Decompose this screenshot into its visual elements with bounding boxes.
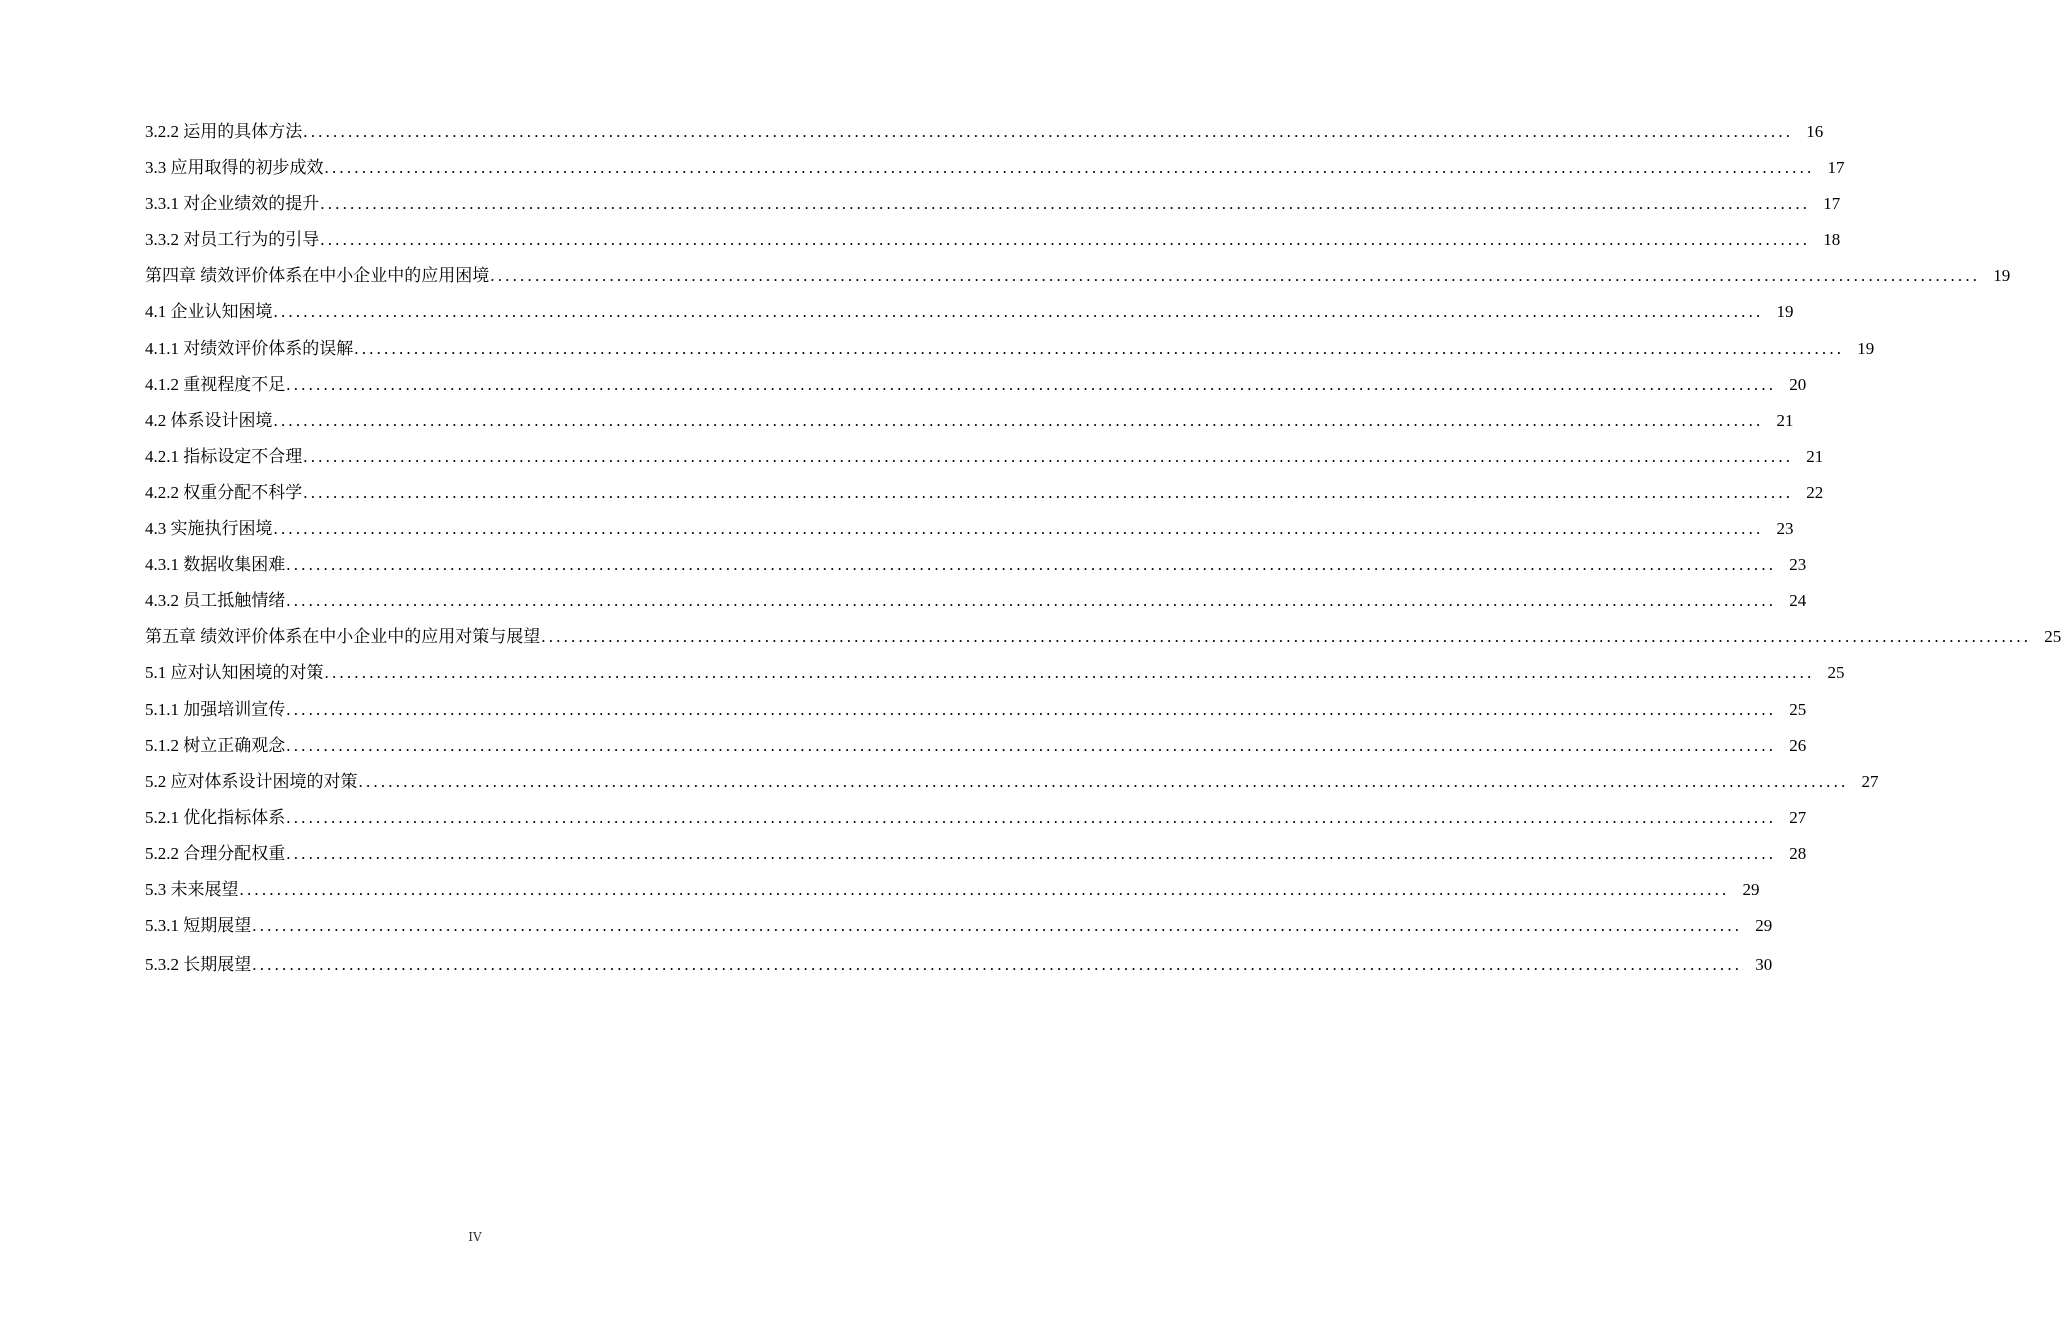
toc-entry[interactable] (145, 655, 1845, 691)
toc-leader-dots: ........................................................................................................................................................................................................ (320, 194, 1811, 214)
toc-entry-page: 20 (1789, 374, 1807, 394)
toc-entry-label: 第四章 绩效评价体系在中小企业中的应用困境 (145, 266, 490, 286)
toc-entry-label: 5.2.2 合理分配权重 (145, 843, 286, 863)
toc-entry-page: 24 (1789, 591, 1807, 611)
toc-entry-label: 5.2.1 优化指标体系 (145, 807, 286, 827)
toc-entry[interactable] (145, 947, 1773, 983)
toc-leader-dots: ........................................................................................................................................................................................................ (286, 591, 1777, 611)
toc-entry[interactable] (145, 547, 1807, 583)
toc-entry-label: 5.1.2 树立正确观念 (145, 735, 286, 755)
toc-entry-label: 5.3.2 长期展望 (145, 955, 252, 975)
toc-entry[interactable] (145, 872, 1760, 908)
toc-entry[interactable] (145, 367, 1807, 403)
toc-entry-page: 29 (1755, 916, 1773, 936)
toc-entry[interactable] (145, 728, 1807, 764)
toc-entry-label: 4.2.2 权重分配不科学 (145, 482, 303, 502)
toc-entry-page: 27 (1861, 771, 1879, 791)
toc-entry[interactable] (145, 150, 1845, 186)
toc-entry-label: 4.2.1 指标设定不合理 (145, 446, 303, 466)
toc-entry[interactable] (145, 800, 1807, 836)
toc-leader-dots: ........................................................................................................................................................................................................ (303, 482, 1794, 502)
toc-entry-page: 17 (1823, 194, 1841, 214)
toc-entry-page: 22 (1806, 482, 1824, 502)
toc-entry[interactable] (145, 294, 1794, 330)
toc-entry[interactable] (145, 692, 1807, 728)
toc-leader-dots: ........................................................................................................................................................................................................ (273, 519, 1764, 539)
toc-leader-dots: ........................................................................................................................................................................................................ (286, 555, 1777, 575)
toc-leader-dots: ........................................................................................................................................................................................................ (490, 266, 1981, 286)
toc-leader-dots: ........................................................................................................................................................................................................ (252, 916, 1743, 936)
toc-entry[interactable] (145, 908, 1773, 944)
toc-entry-label: 3.2.2 运用的具体方法 (145, 122, 303, 141)
toc-entry-page: 19 (1857, 338, 1875, 358)
toc-entry[interactable] (145, 583, 1807, 619)
toc-entry-page: 19 (1776, 302, 1794, 322)
toc-entry[interactable] (145, 403, 1794, 439)
toc-entry-label: 4.1.1 对绩效评价体系的误解 (145, 338, 354, 358)
toc-leader-dots: ........................................................................................................................................................................................................ (541, 627, 2032, 647)
toc-entry-label: 4.3.2 员工抵触情绪 (145, 591, 286, 611)
toc-entry[interactable] (145, 222, 1841, 258)
toc-entry[interactable] (145, 331, 1875, 367)
toc-entry-label: 4.2 体系设计困境 (145, 410, 273, 430)
toc-leader-dots: ........................................................................................................................................................................................................ (303, 122, 1794, 141)
toc-entry-label: 4.1 企业认知困境 (145, 302, 273, 322)
toc-entry-page: 25 (1789, 699, 1807, 719)
toc-leader-dots: ........................................................................................................................................................................................................ (286, 807, 1777, 827)
toc-entry-page: 23 (1776, 519, 1794, 539)
toc-entry[interactable] (145, 258, 2011, 294)
toc-entry[interactable] (145, 511, 1794, 547)
toc-entry-label: 3.3.2 对员工行为的引导 (145, 230, 320, 250)
toc-entry-label: 5.1.1 加强培训宣传 (145, 699, 286, 719)
toc-entry-page: 21 (1776, 410, 1794, 430)
toc-entry-label: 3.3 应用取得的初步成效 (145, 158, 324, 178)
toc-entry-page: 29 (1742, 879, 1760, 899)
toc-entry-page: 26 (1789, 735, 1807, 755)
toc-leader-dots: ........................................................................................................................................................................................................ (286, 374, 1777, 394)
toc-entry-page: 19 (1993, 266, 2011, 286)
toc-entry-page: 21 (1806, 446, 1824, 466)
toc-entry-page: 17 (1827, 158, 1845, 178)
toc-entry-page: 18 (1823, 230, 1841, 250)
toc-entry[interactable] (145, 619, 2061, 655)
toc-leader-dots: ........................................................................................................................................................................................................ (303, 446, 1794, 466)
toc-entry-label: 4.3 实施执行困境 (145, 519, 273, 539)
toc-entry[interactable] (145, 439, 1824, 475)
toc-entry-label: 5.1 应对认知困境的对策 (145, 663, 324, 683)
toc-entry-label: 5.3.1 短期展望 (145, 916, 252, 936)
toc-leader-dots: ........................................................................................................................................................................................................ (286, 735, 1777, 755)
toc-entry-page: 16 (1806, 122, 1824, 141)
toc-leader-dots: ........................................................................................................................................................................................................ (273, 302, 1764, 322)
toc-leader-dots: ........................................................................................................................................................................................................ (324, 663, 1815, 683)
toc-entry[interactable] (145, 475, 1824, 511)
toc-entry-label: 5.3 未来展望 (145, 879, 239, 899)
toc-entry-page: 28 (1789, 843, 1807, 863)
toc-entry[interactable] (145, 186, 1841, 222)
toc-entry[interactable] (145, 764, 1879, 800)
toc-entry[interactable] (145, 114, 1824, 150)
toc-leader-dots: ........................................................................................................................................................................................................ (273, 410, 1764, 430)
toc-entry-page: 27 (1789, 807, 1807, 827)
toc-leader-dots: ........................................................................................................................................................................................................ (286, 843, 1777, 863)
toc-leader-dots: ........................................................................................................................................................................................................ (239, 879, 1730, 899)
toc-entry-page: 25 (1827, 663, 1845, 683)
toc-entry-page: 23 (1789, 555, 1807, 575)
toc-entry-page: 25 (2044, 627, 2061, 647)
toc-leader-dots: ........................................................................................................................................................................................................ (286, 699, 1777, 719)
toc-leader-dots: ........................................................................................................................................................................................................ (358, 771, 1849, 791)
toc-entry-label: 4.3.1 数据收集困难 (145, 555, 286, 575)
toc-entry-label: 5.2 应对体系设计困境的对策 (145, 771, 358, 791)
toc-entry-label: 3.3.1 对企业绩效的提升 (145, 194, 320, 214)
toc-entry-label: 4.1.2 重视程度不足 (145, 374, 286, 394)
toc-leader-dots: ........................................................................................................................................................................................................ (324, 158, 1815, 178)
page-number: IV (468, 1230, 482, 1244)
toc-leader-dots: ........................................................................................................................................................................................................ (252, 955, 1743, 975)
toc-leader-dots: ........................................................................................................................................................................................................ (354, 338, 1845, 358)
toc-leader-dots: ........................................................................................................................................................................................................ (320, 230, 1811, 250)
table-of-contents (145, 114, 2061, 983)
toc-entry-page: 30 (1755, 955, 1773, 975)
toc-entry-label: 第五章 绩效评价体系在中小企业中的应用对策与展望 (145, 627, 541, 647)
toc-entry[interactable] (145, 836, 1807, 872)
